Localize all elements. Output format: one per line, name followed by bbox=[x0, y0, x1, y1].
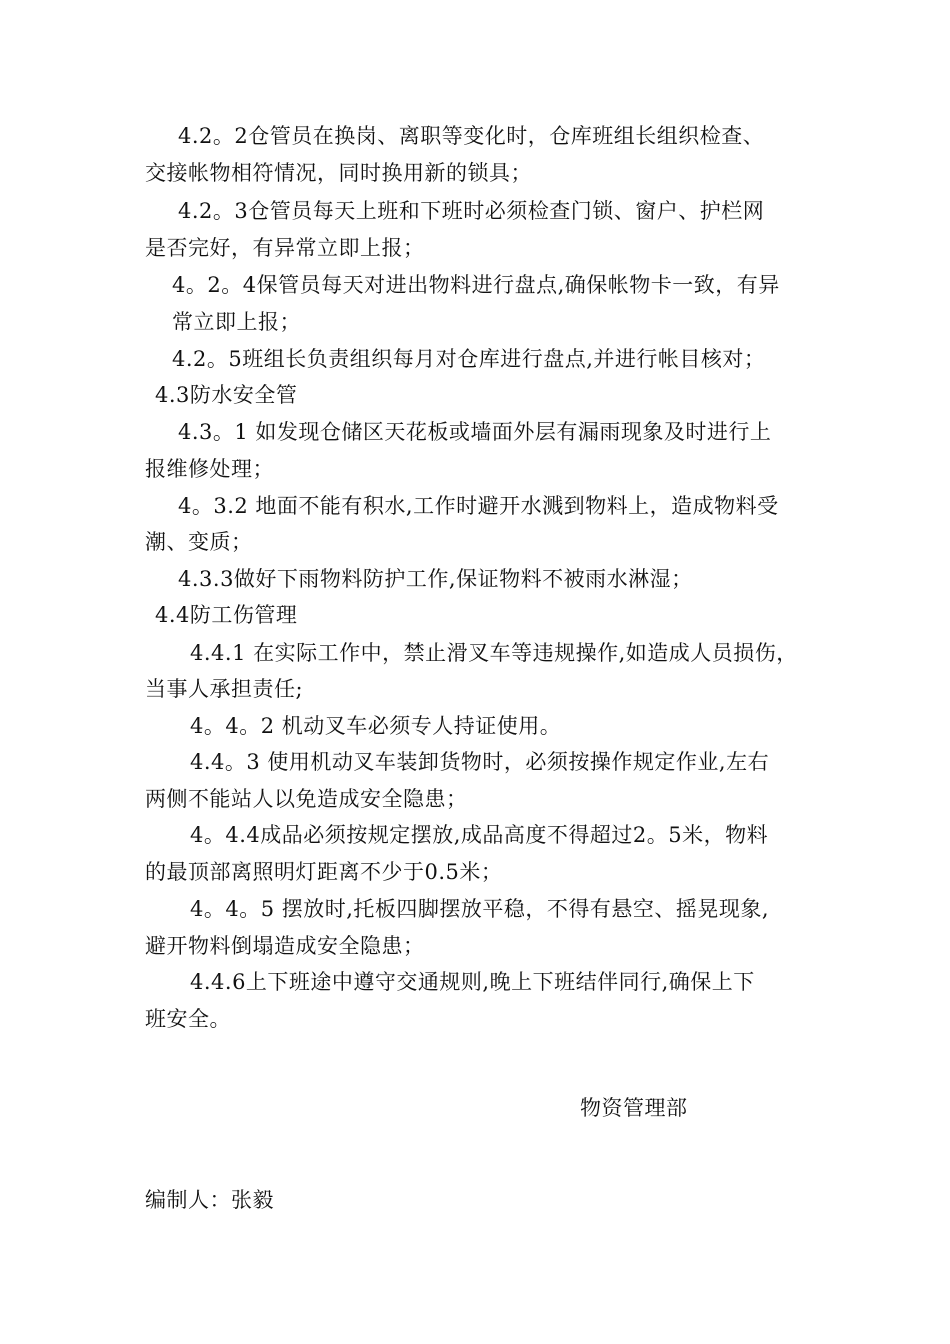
text-line: 是否完好，有异常立即上报； bbox=[145, 236, 425, 260]
text-line: 4.4。3 使用机动叉车装卸货物时，必须按操作规定作业,左右 bbox=[190, 750, 770, 774]
department-signature: 物资管理部 bbox=[580, 1096, 688, 1120]
section-heading: 4.4防工伤管理 bbox=[155, 603, 298, 627]
text-line: 两侧不能站人以免造成安全隐患； bbox=[145, 787, 468, 811]
text-line: 4。4。5 摆放时,托板四脚摆放平稳，不得有悬空、摇晃现象, bbox=[190, 897, 770, 921]
text-line: 班安全。 bbox=[145, 1007, 231, 1031]
text-line: 4.2。2仓管员在换岗、离职等变化时，仓库班组长组织检查、 bbox=[178, 124, 765, 148]
text-line: 4。4。2 机动叉车必须专人持证使用。 bbox=[190, 714, 562, 738]
text-line: 4.4.6上下班途中遵守交通规则,晚上下班结伴同行,确保上下 bbox=[190, 970, 755, 994]
text-line: 4.2。3仓管员每天上班和下班时必须检查门锁、窗户、护栏网 bbox=[178, 199, 765, 223]
text-line: 4.3。1 如发现仓储区天花板或墙面外层有漏雨现象及时进行上 bbox=[178, 420, 772, 444]
text-line: 当事人承担责任; bbox=[145, 677, 304, 701]
text-line: 潮、变质； bbox=[145, 530, 253, 554]
author-line: 编制人：张毅 bbox=[145, 1188, 274, 1212]
text-line: 报维修处理； bbox=[145, 457, 274, 481]
text-line: 4.4.1 在实际工作中，禁止滑叉车等违规操作,如造成人员损伤， bbox=[190, 641, 798, 665]
text-line: 4。2。4保管员每天对进出物料进行盘点,确保帐物卡一致，有异 bbox=[172, 273, 780, 297]
text-line: 4。3.2 地面不能有积水,工作时避开水溅到物料上，造成物料受 bbox=[178, 494, 779, 518]
text-line: 4.3.3做好下雨物料防护工作,保证物料不被雨水淋湿； bbox=[178, 567, 693, 591]
text-line: 避开物料倒塌造成安全隐患； bbox=[145, 934, 425, 958]
text-line: 4.2。5班组长负责组织每月对仓库进行盘点,并进行帐目核对； bbox=[172, 347, 766, 371]
text-line: 常立即上报； bbox=[172, 310, 301, 334]
text-line: 4。4.4成品必须按规定摆放,成品高度不得超过2。5米，物料 bbox=[190, 823, 769, 847]
text-line: 的最顶部离照明灯距离不少于0.5米； bbox=[145, 860, 503, 884]
text-line: 交接帐物相符情况，同时换用新的锁具； bbox=[145, 161, 532, 185]
section-heading: 4.3防水安全管 bbox=[155, 383, 298, 407]
